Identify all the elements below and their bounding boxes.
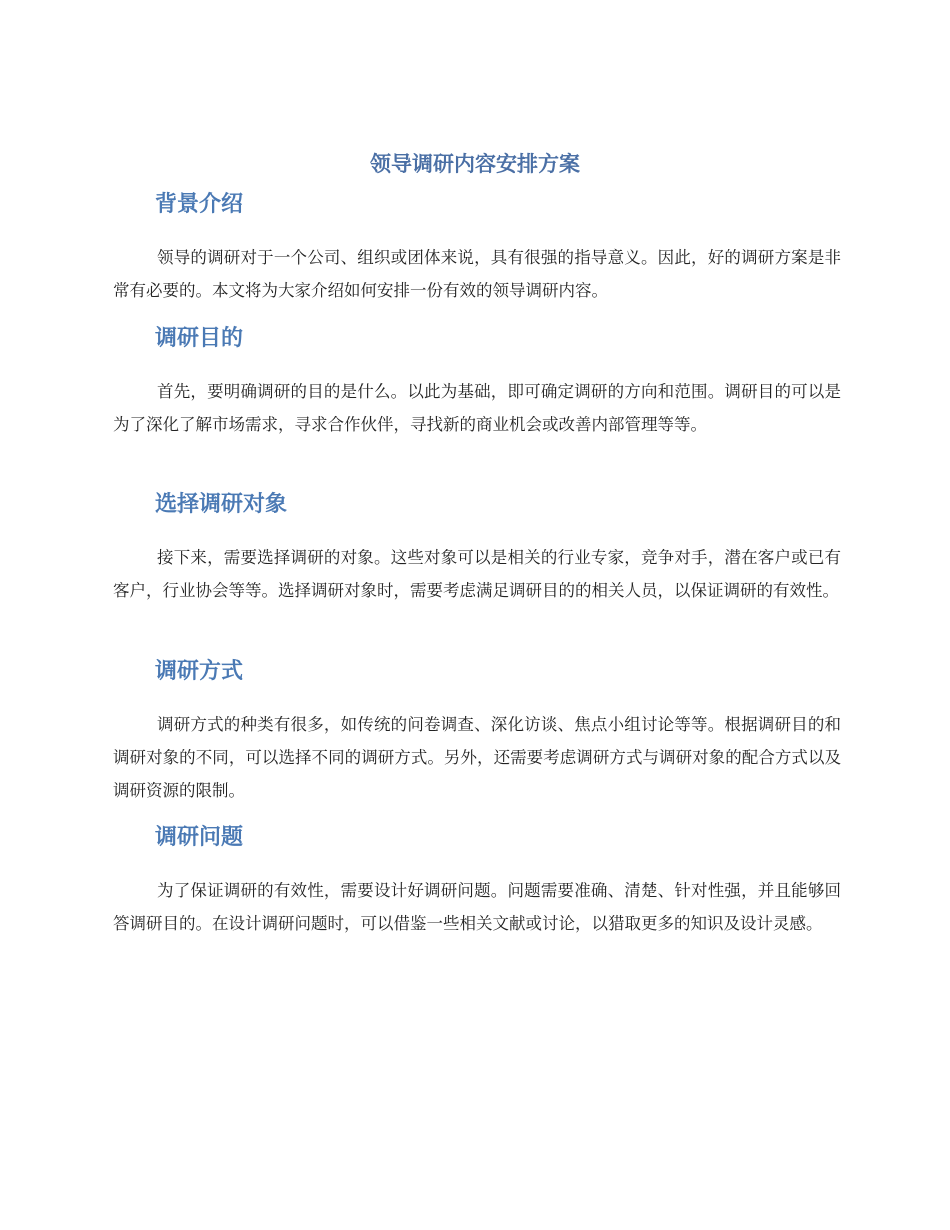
section-heading-methods: 调研方式 (155, 659, 244, 684)
section-heading-targets: 选择调研对象 (155, 492, 288, 517)
section-heading-questions: 调研问题 (155, 825, 244, 850)
section-body-background: 领导的调研对于一个公司、组织或团体来说，具有很强的指导意义。因此，好的调研方案是非常有必要的。本文将为大家介绍如何安排一份有效的领导调研内容。 (113, 248, 841, 300)
section-body-purpose: 首先，要明确调研的目的是什么。以此为基础，即可确定调研的方向和范围。调研目的可以是为了深化了解市场需求，寻求合作伙伴，寻找新的商业机会或改善内部管理等等。 (113, 382, 841, 434)
section-body-methods: 调研方式的种类有很多，如传统的问卷调查、深化访谈、焦点小组讨论等等。根据调研目的和调研对象的不同，可以选择不同的调研方式。另外，还需要考虑调研方式与调研对象的配合方式以及调研资源的限制。 (113, 715, 841, 800)
document-title: 领导调研内容安排方案 (370, 152, 580, 176)
section-body-questions: 为了保证调研的有效性，需要设计好调研问题。问题需要准确、清楚、针对性强，并且能够回答调研目的。在设计调研问题时，可以借鉴一些相关文献或讨论，以猎取更多的知识及设计灵感。 (113, 881, 841, 933)
section-heading-purpose: 调研目的 (155, 326, 244, 351)
section-body-targets: 接下来，需要选择调研的对象。这些对象可以是相关的行业专家，竞争对手，潜在客户或已有客户，行业协会等等。选择调研对象时，需要考虑满足调研目的的相关人员，以保证调研的有效性。 (113, 548, 841, 600)
section-heading-background: 背景介绍 (155, 192, 244, 217)
